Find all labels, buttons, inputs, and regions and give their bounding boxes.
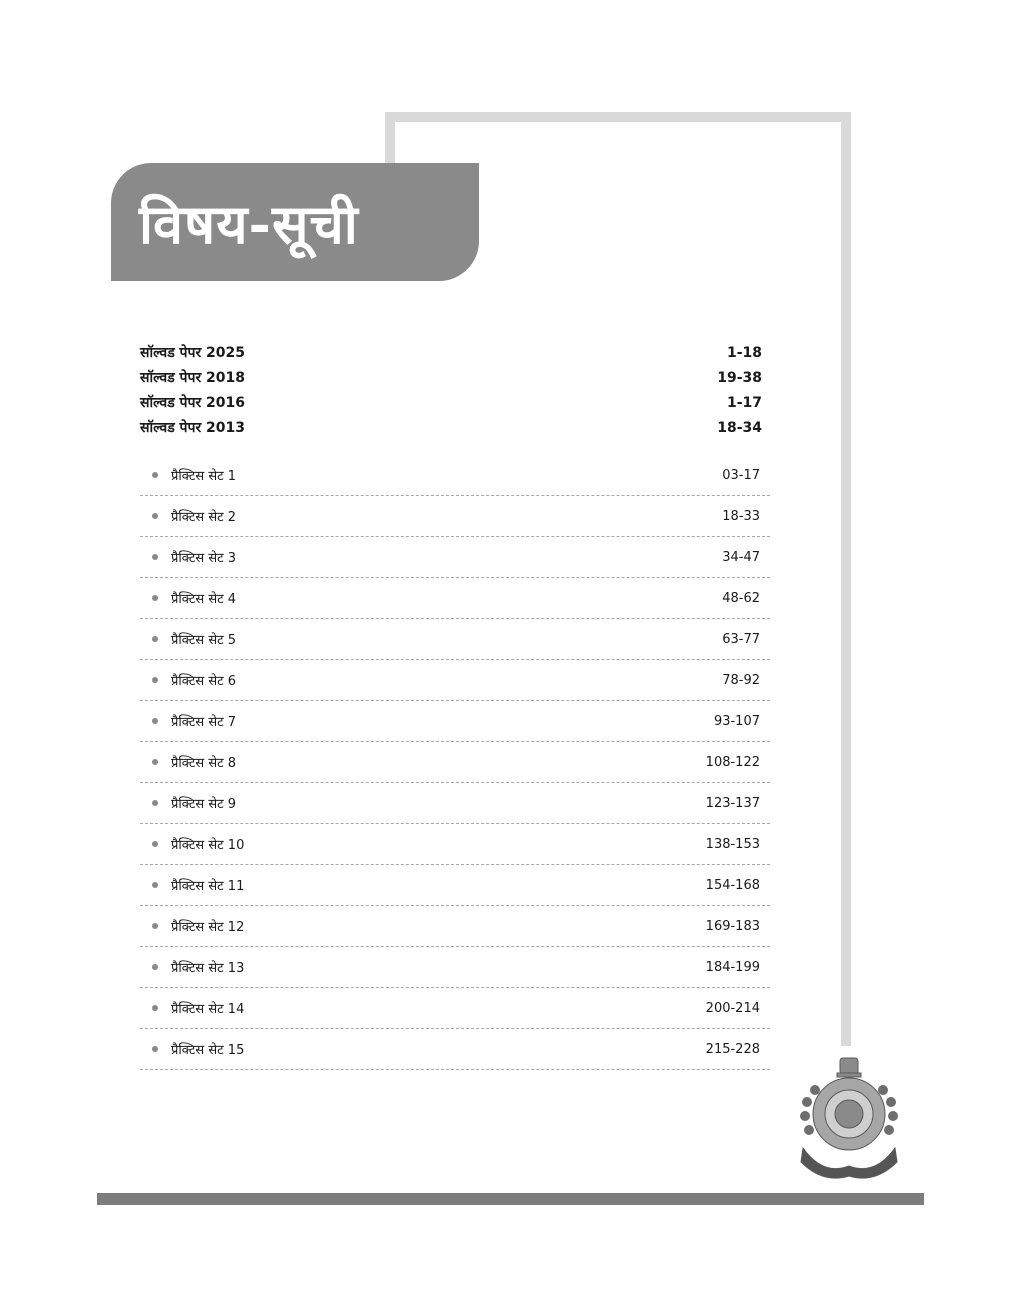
bottom-bar bbox=[97, 1193, 924, 1205]
practice-set-label: प्रैक्टिस सेट 6 bbox=[171, 674, 237, 689]
practice-set-row[interactable] bbox=[140, 865, 770, 906]
bullet-icon bbox=[152, 718, 158, 724]
practice-set-label: प्रैक्टिस सेट 2 bbox=[171, 510, 237, 525]
solved-paper-row[interactable] bbox=[140, 390, 762, 415]
frame-top-border bbox=[385, 112, 851, 122]
bullet-icon bbox=[152, 595, 158, 601]
bullet-icon bbox=[152, 923, 158, 929]
bullet-icon bbox=[152, 554, 158, 560]
practice-set-label: प्रैक्टिस सेट 14 bbox=[171, 1002, 245, 1017]
practice-set-pages: 169-183 bbox=[705, 918, 760, 934]
solved-paper-row[interactable] bbox=[140, 415, 762, 440]
bullet-icon bbox=[152, 964, 158, 970]
frame-left-border bbox=[385, 112, 395, 164]
practice-set-label: प्रैक्टिस सेट 5 bbox=[171, 633, 237, 648]
page-title: विषय-सूची bbox=[139, 192, 359, 256]
practice-set-row[interactable] bbox=[140, 783, 770, 824]
practice-set-pages: 138-153 bbox=[705, 836, 760, 852]
practice-set-label: प्रैक्टिस सेट 3 bbox=[171, 551, 237, 566]
practice-set-row[interactable] bbox=[140, 1029, 770, 1070]
solved-paper-row[interactable] bbox=[140, 340, 762, 365]
bullet-icon bbox=[152, 472, 158, 478]
practice-set-pages: 108-122 bbox=[705, 754, 760, 770]
practice-set-pages: 63-77 bbox=[722, 631, 760, 647]
solved-paper-pages: 19-38 bbox=[717, 369, 762, 386]
bullet-icon bbox=[152, 759, 158, 765]
practice-set-row[interactable] bbox=[140, 455, 770, 496]
practice-set-row[interactable] bbox=[140, 824, 770, 865]
bullet-icon bbox=[152, 1005, 158, 1011]
practice-set-row[interactable] bbox=[140, 578, 770, 619]
practice-set-label: प्रैक्टिस सेट 1 bbox=[171, 469, 237, 484]
bullet-icon bbox=[152, 636, 158, 642]
solved-paper-pages: 18-34 bbox=[717, 419, 762, 436]
practice-set-pages: 154-168 bbox=[705, 877, 760, 893]
solved-papers-list bbox=[140, 340, 762, 440]
bullet-icon bbox=[152, 513, 158, 519]
up-police-emblem-icon bbox=[793, 1056, 905, 1184]
practice-set-pages: 200-214 bbox=[705, 1000, 760, 1016]
practice-set-label: प्रैक्टिस सेट 7 bbox=[171, 715, 237, 730]
practice-set-pages: 34-47 bbox=[722, 549, 760, 565]
bullet-icon bbox=[152, 677, 158, 683]
practice-set-label: प्रैक्टिस सेट 9 bbox=[171, 797, 237, 812]
bullet-icon bbox=[152, 800, 158, 806]
title-tab bbox=[111, 163, 479, 281]
bullet-icon bbox=[152, 1046, 158, 1052]
practice-set-row[interactable] bbox=[140, 701, 770, 742]
practice-set-row[interactable] bbox=[140, 988, 770, 1029]
solved-paper-pages: 1-18 bbox=[726, 344, 762, 361]
bullet-icon bbox=[152, 841, 158, 847]
practice-set-pages: 93-107 bbox=[713, 713, 760, 729]
practice-set-label: प्रैक्टिस सेट 4 bbox=[171, 592, 237, 607]
practice-set-pages: 78-92 bbox=[722, 672, 760, 688]
frame-right-border bbox=[841, 112, 851, 1046]
practice-set-label: प्रैक्टिस सेट 12 bbox=[171, 920, 245, 935]
practice-set-pages: 18-33 bbox=[722, 508, 760, 524]
practice-set-pages: 48-62 bbox=[722, 590, 760, 606]
practice-set-row[interactable] bbox=[140, 947, 770, 988]
practice-set-row[interactable] bbox=[140, 619, 770, 660]
practice-set-pages: 215-228 bbox=[705, 1041, 760, 1057]
practice-set-label: प्रैक्टिस सेट 10 bbox=[171, 838, 245, 853]
solved-paper-pages: 1-17 bbox=[726, 394, 762, 411]
practice-set-label: प्रैक्टिस सेट 13 bbox=[171, 961, 245, 976]
solved-paper-label: सॉल्वड पेपर 2013 bbox=[140, 420, 246, 436]
practice-sets-list bbox=[140, 455, 770, 1070]
solved-paper-label: सॉल्वड पेपर 2018 bbox=[140, 370, 246, 386]
practice-set-row[interactable] bbox=[140, 496, 770, 537]
practice-set-row[interactable] bbox=[140, 537, 770, 578]
practice-set-row[interactable] bbox=[140, 906, 770, 947]
solved-paper-row[interactable] bbox=[140, 365, 762, 390]
solved-paper-label: सॉल्वड पेपर 2025 bbox=[140, 345, 246, 361]
bullet-icon bbox=[152, 882, 158, 888]
practice-set-row[interactable] bbox=[140, 742, 770, 783]
practice-set-label: प्रैक्टिस सेट 8 bbox=[171, 756, 237, 771]
solved-paper-label: सॉल्वड पेपर 2016 bbox=[140, 395, 246, 411]
practice-set-row[interactable] bbox=[140, 660, 770, 701]
practice-set-pages: 184-199 bbox=[705, 959, 760, 975]
practice-set-label: प्रैक्टिस सेट 15 bbox=[171, 1043, 245, 1058]
practice-set-label: प्रैक्टिस सेट 11 bbox=[171, 879, 245, 894]
practice-set-pages: 03-17 bbox=[722, 467, 760, 483]
practice-set-pages: 123-137 bbox=[705, 795, 760, 811]
